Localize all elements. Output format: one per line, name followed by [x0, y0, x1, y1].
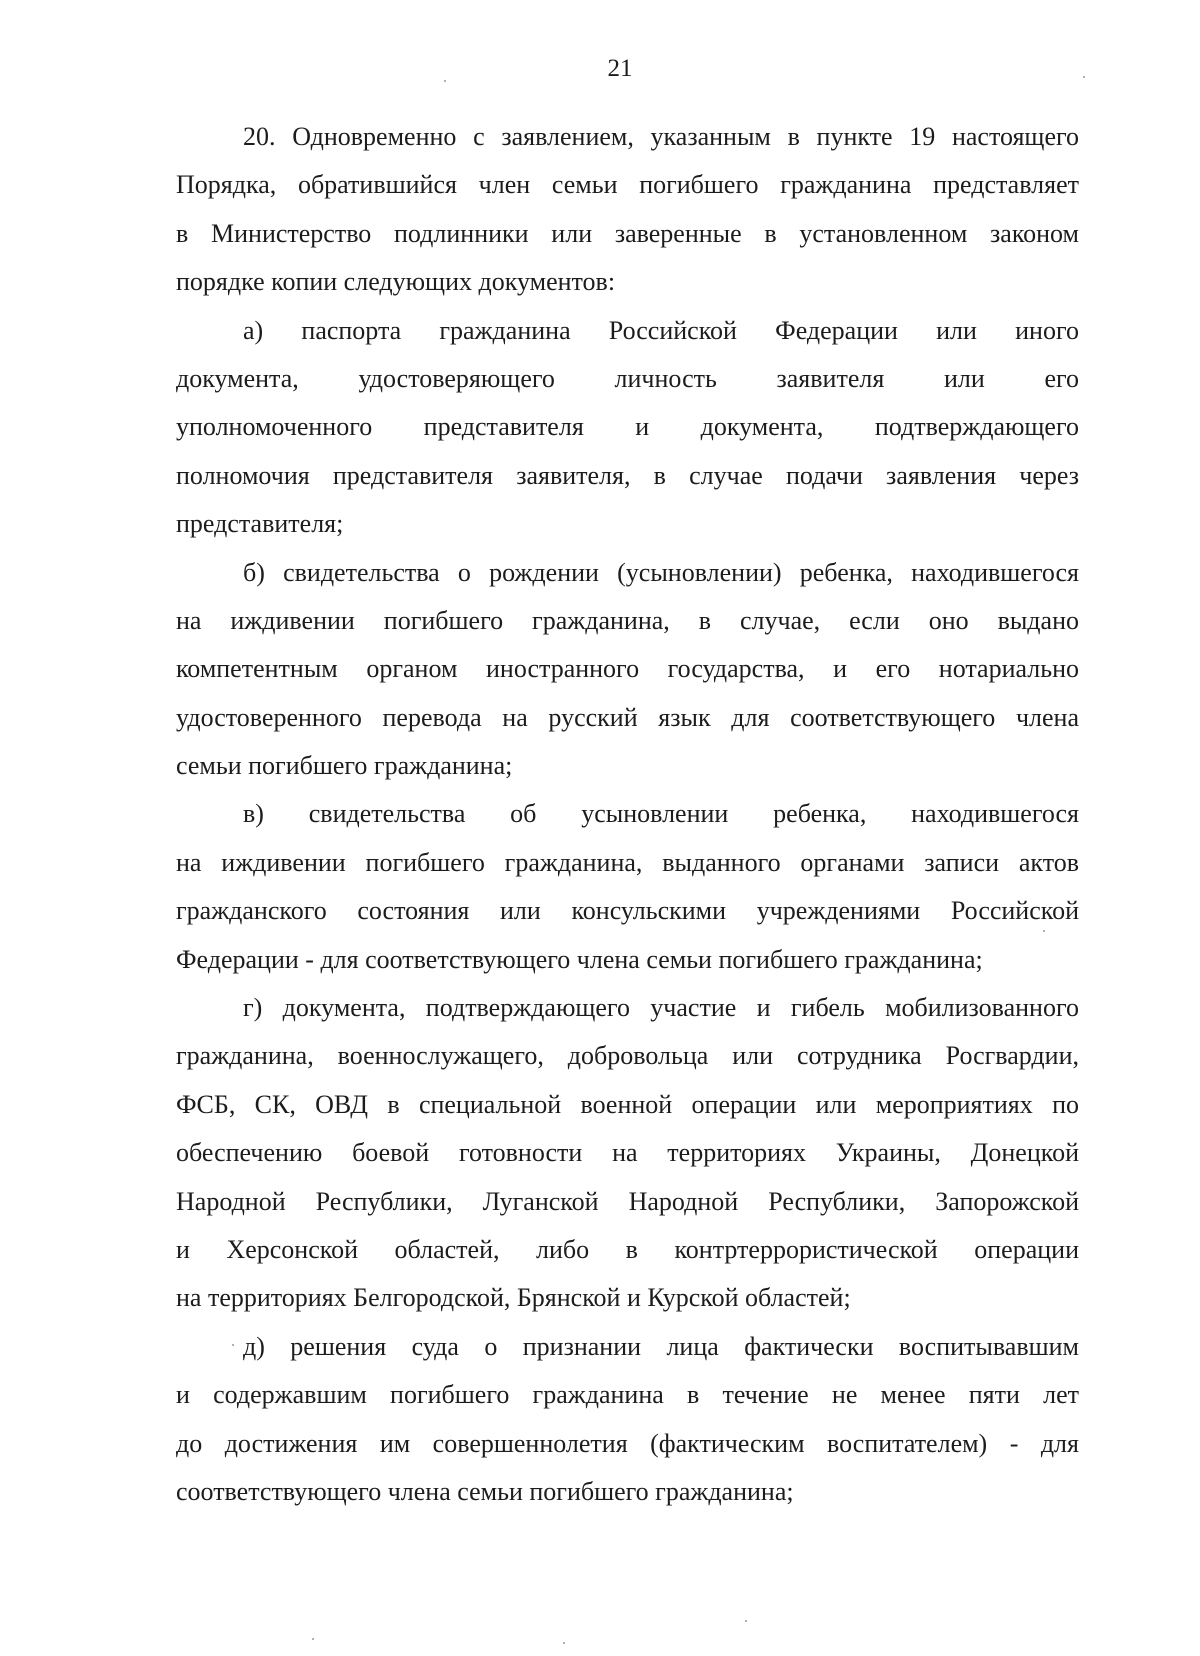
paragraph-a: [176, 307, 1079, 549]
text-line: уполномоченного представителя и документа, подтверждающего: [176, 412, 1079, 442]
text-line: г) документа, подтверждающего участие и гибель мобилизованного: [243, 993, 1079, 1023]
text-line: а) паспорта гражданина Российской Федерации или иного: [243, 315, 1079, 345]
scan-speck: [232, 1344, 234, 1346]
text-line: 20. Одновременно с заявлением, указанным в пункте 19 настоящего: [243, 122, 1079, 151]
page-number: 21: [607, 55, 633, 82]
paragraph-g: [176, 984, 1079, 1323]
paragraph-v: [176, 790, 1079, 984]
text-line: представителя;: [176, 509, 344, 539]
text-line: Федерации - для соответствующего члена семьи погибшего гражданина;: [176, 944, 983, 974]
text-line: обеспечению боевой готовности на территориях Украины, Донецкой: [176, 1138, 1079, 1168]
text-line: до достижения им совершеннолетия (фактическим воспитателем) - для: [176, 1428, 1079, 1458]
text-line: и содержавшим погибшего гражданина в течение не менее пяти лет: [176, 1380, 1079, 1410]
text-line: Порядка, обратившийся член семьи погибшего гражданина представляет: [176, 170, 1079, 200]
text-line: порядке копии следующих документов:: [176, 267, 616, 297]
paragraph-d: [176, 1323, 1079, 1517]
scan-speck: [444, 80, 446, 82]
text-line: на иждивении погибшего гражданина, в случае, если оно выдано: [176, 605, 1079, 635]
text-line: полномочия представителя заявителя, в случае подачи заявления через: [176, 460, 1079, 490]
text-line: семьи погибшего гражданина;: [176, 751, 513, 781]
text-line: в) свидетельства об усыновлении ребенка, находившегося: [243, 799, 1079, 829]
text-line: гражданского состояния или консульскими учреждениями Российской: [176, 896, 1079, 926]
text-line: на территориях Белгородской, Брянской и Курской областей;: [176, 1283, 851, 1313]
text-line: гражданина, военнослужащего, добровольца или сотрудника Росгвардии,: [176, 1041, 1079, 1071]
scan-speck: [312, 1638, 314, 1640]
text-line: Народной Республики, Луганской Народной Республики, Запорожской: [176, 1186, 1079, 1216]
scan-speck: [1043, 930, 1045, 932]
text-line: на иждивении погибшего гражданина, выданного органами записи актов: [176, 847, 1079, 877]
text-line: в Министерство подлинники или заверенные в установленном законом: [176, 218, 1079, 248]
text-line: б) свидетельства о рождении (усыновлении) ребенка, находившегося: [243, 557, 1079, 587]
scan-speck: [1083, 76, 1085, 78]
text-line: удостоверенного перевода на русский язык для соответствующего члена: [176, 702, 1079, 732]
text-line: соответствующего члена семьи погибшего гражданина;: [176, 1476, 794, 1506]
paragraph-20: [176, 113, 1079, 307]
text-line: документа, удостоверяющего личность заявителя или его: [176, 363, 1079, 393]
text-line: д) решения суда о признании лица фактически воспитывавшим: [243, 1331, 1079, 1361]
document-body: [176, 113, 1079, 1516]
text-line: компетентным органом иностранного государства, и его нотариально: [176, 654, 1079, 684]
paragraph-b: [176, 549, 1079, 791]
text-line: и Херсонской областей, либо в контртеррористической операции: [176, 1234, 1079, 1264]
text-line: ФСБ, СК, ОВД в специальной военной операции или мероприятиях по: [176, 1089, 1079, 1119]
scan-speck: [745, 1620, 747, 1622]
scan-speck: [563, 1642, 565, 1644]
